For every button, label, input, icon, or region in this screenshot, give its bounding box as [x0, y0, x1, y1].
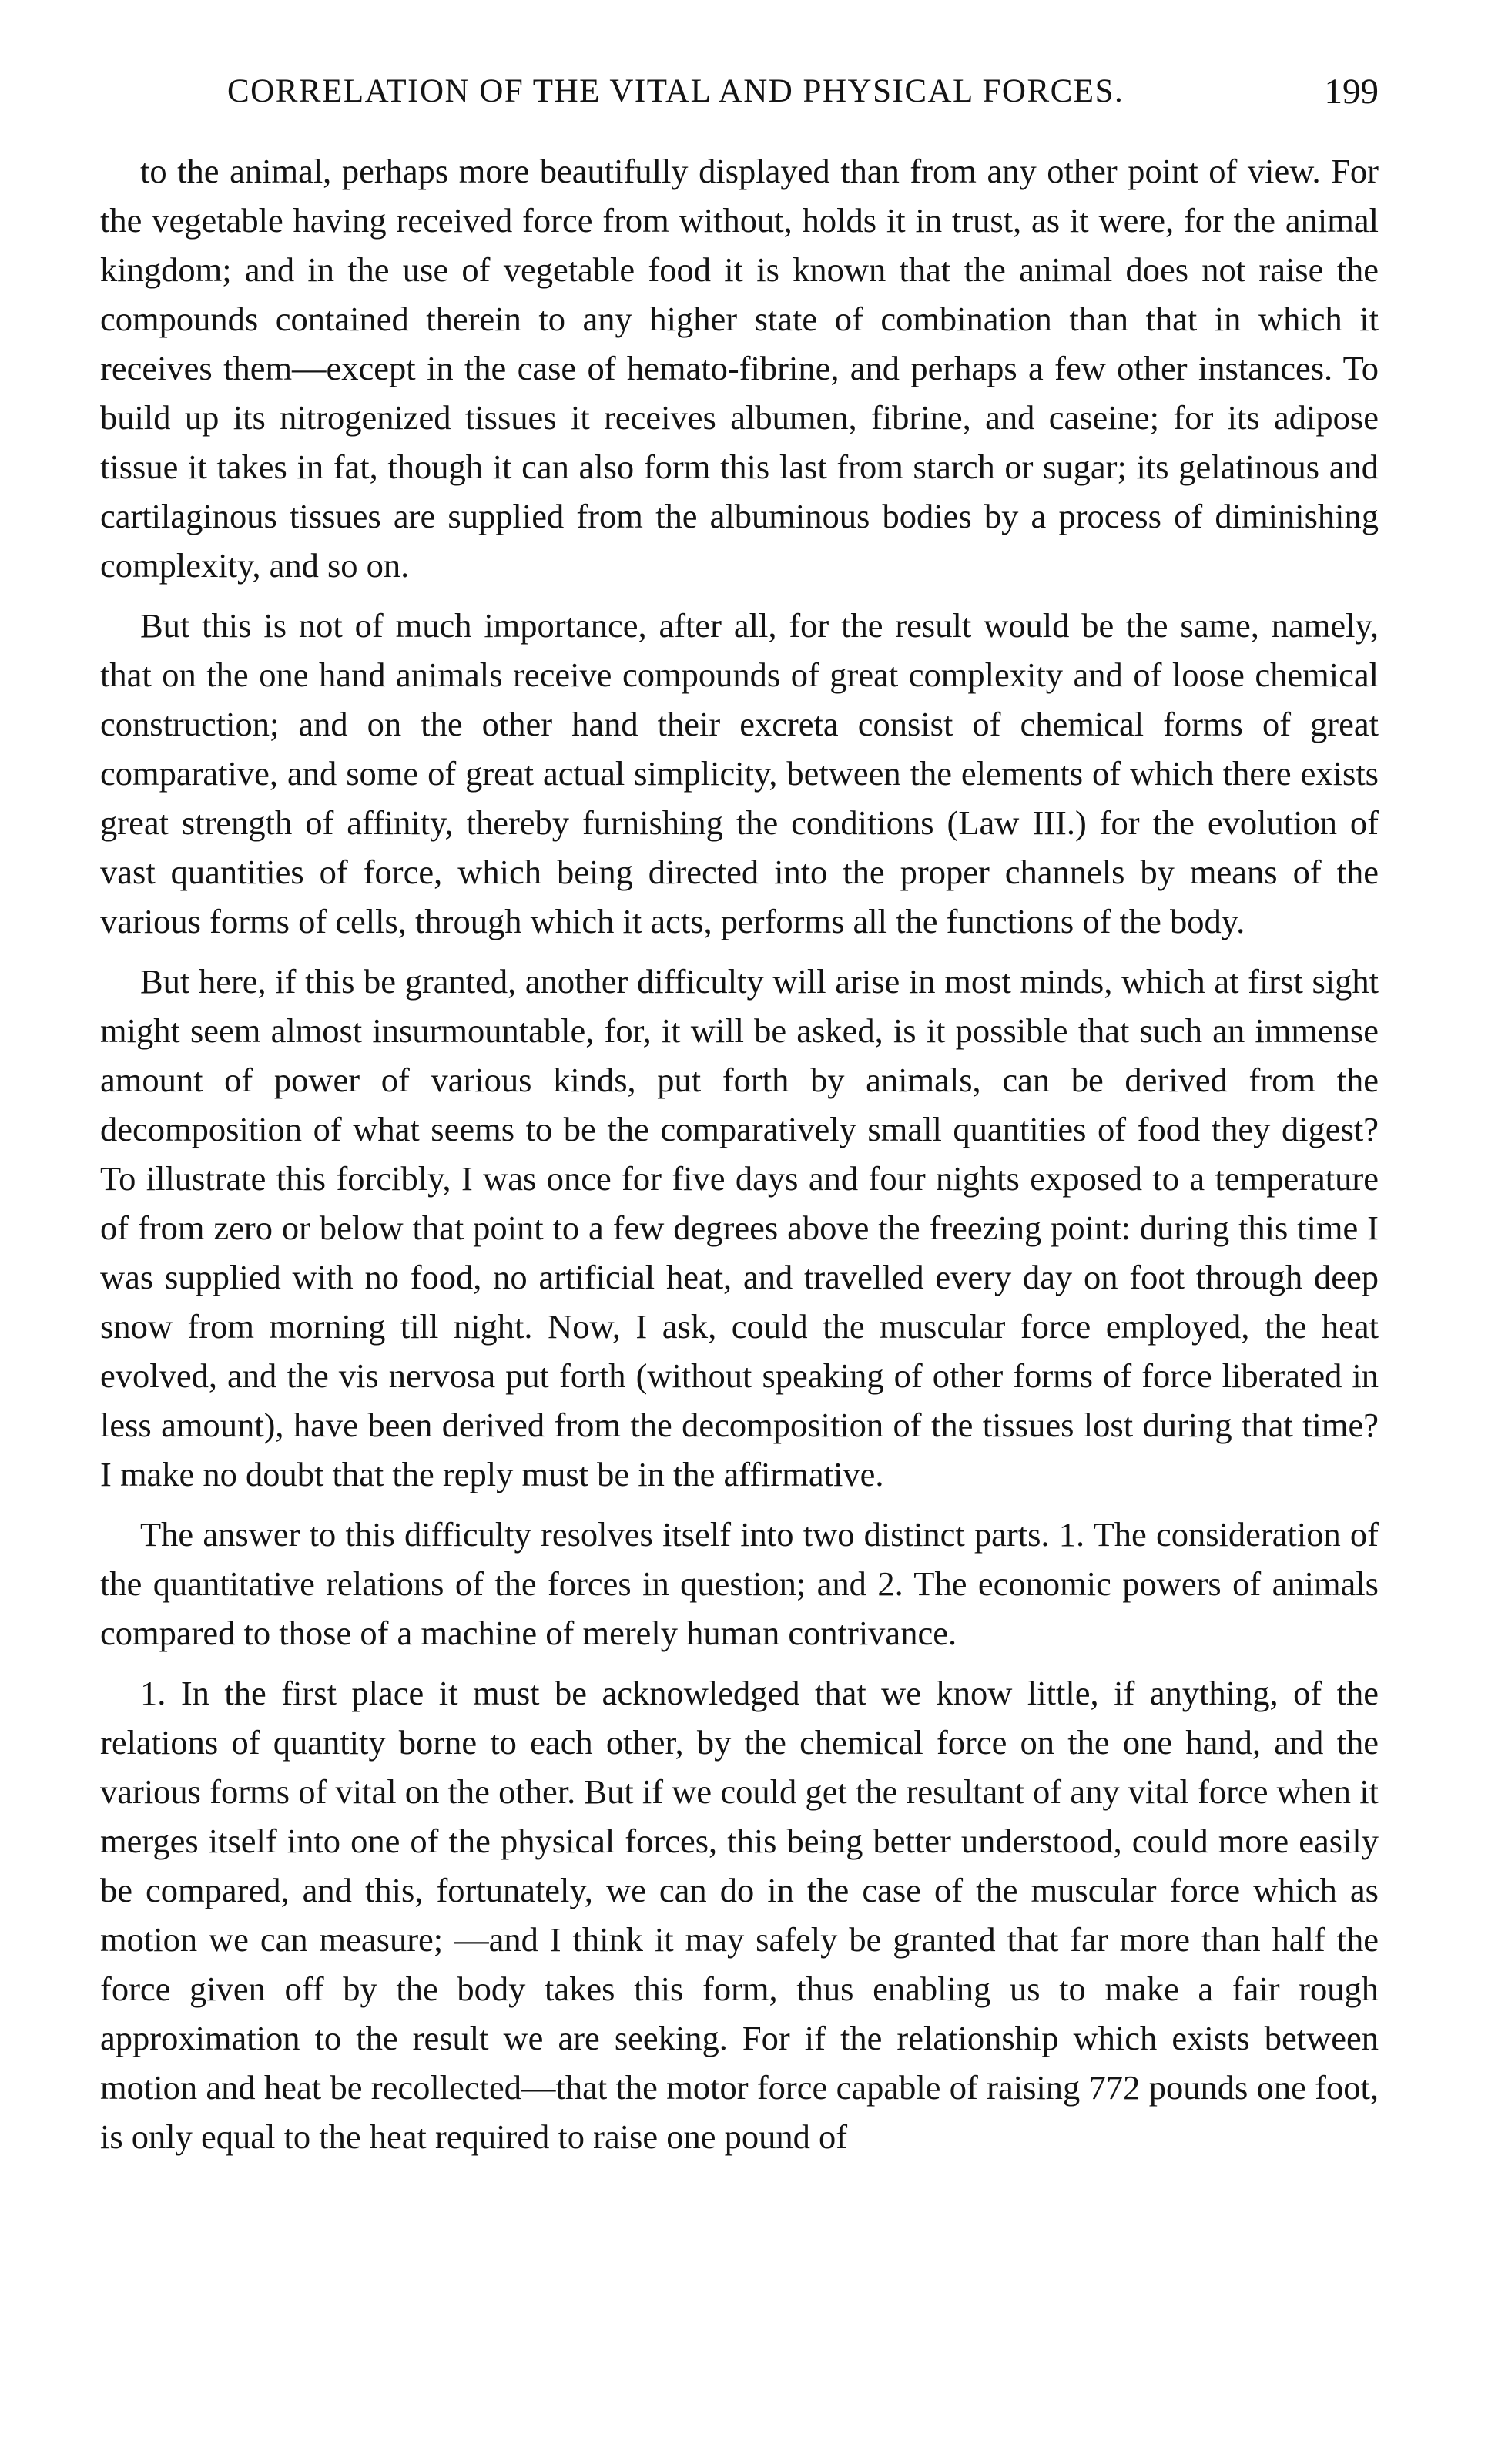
page-number: 199 — [1324, 72, 1379, 112]
paragraph-first-place: 1. In the first place it must be acknowledged that we know little, if anything, of the relations of quantity borne to each other, by the chemical force on the one hand, and the various forms of vital on the other. But if we could get the resultant of any vital force when it merges itself into one of the physical forces, this being better understood, could more easily be compared, and this, fortunately, we can do in the case of the muscular force which as motion we can measure; —and I think it may safely be granted that far more than half the force given off by the body takes this form, thus enabling us to make a fair rough approximation to the result we are seeking. For if the relationship which exists between motion and heat be recollected—that the motor force capable of raising 772 pounds one foot, is only equal to the heat required to raise one pound of — [100, 1674, 1379, 2156]
page-header — [100, 68, 1379, 122]
paragraph-excreta: But this is not of much importance, after all, for the result would be the same, namely, that on the one hand animals receive compounds of great complexity and of loose chemical construction; and on the other hand their excreta consist of chemical forms of great comparative, and some of great actual simplicity, between the elements of which there exists great strength of affinity, thereby furnishing the conditions (Law III.) for the evolution of vast quantities of force, which being directed into the proper channels by means of the various forms of cells, through which it acts, performs all the functions of the body. — [100, 606, 1379, 940]
body-text — [100, 146, 1379, 2161]
paragraph-answer: The answer to this difficulty resolves itself into two distinct parts. 1. The consideration of the quantitative relations of the forces in question; and 2. The economic powers of animals compared to those of a machine of merely human contrivance. — [100, 1515, 1379, 1652]
running-title: CORRELATION OF THE VITAL AND PHYSICAL FORCES. — [227, 73, 1124, 109]
paragraph-continuation: to the animal, perhaps more beautifully displayed than from any other point of view. For the vegetable having received force from without, holds it in trust, as it were, for the animal kingdom; and in the use of vegetable food it is known that the animal does not raise the compounds contained therein to any higher state of combination than that in which it receives them—except in the case of hemato-fibrine, and perhaps a few other instances. To build up its nitrogenized tissues it receives albumen, fibrine, and caseine; for its adipose tissue it takes in fat, though it can also form this last from starch or sugar; its gelatinous and cartilaginous tissues are supplied from the albuminous bodies by a process of diminishing complexity, and so on. — [100, 152, 1379, 585]
paragraph-difficulty: But here, if this be granted, another difficulty will arise in most minds, which at first sight might seem almost insurmountable, for, it will be asked, is it possible that such an immense amount of power of various kinds, put forth by animals, can be derived from the decomposition of what seems to be the comparatively small quantities of food they digest? To illustrate this forcibly, I was once for five days and four nights exposed to a temperature of from zero or below that point to a few degrees above the freezing point: during this time I was supplied with no food, no artificial heat, and travelled every day on foot through deep snow from morning till night. Now, I ask, could the muscular force employed, the heat evolved, and the vis nervosa put forth (without speaking of other forms of force liberated in less amount), have been derived from the decomposition of the tissues lost during that time? I make no doubt that the reply must be in the affirmative. — [100, 962, 1379, 1493]
